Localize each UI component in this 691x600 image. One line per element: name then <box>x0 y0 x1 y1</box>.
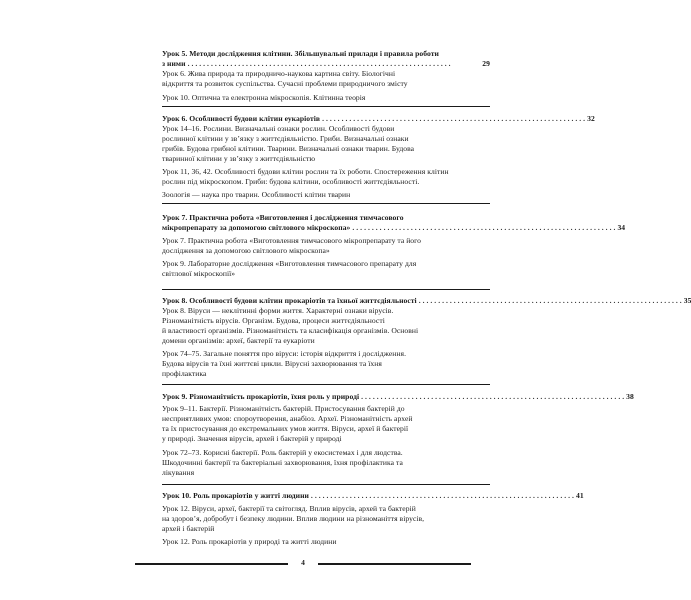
section-divider <box>162 289 490 290</box>
lesson-topic-line: Урок 6. Особливості будови клітин еукаріотів . . . . . . . . . . . . . . . . . . . . . . . . . . . . . . . . . . . . . . . . . . . . . . . . . . . . . . . . . . . . . . . . . . . . 32 <box>162 114 595 123</box>
section-divider <box>162 384 490 385</box>
curriculum-line: Урок 74–75. Загальне поняття про віруси: історія відкриття і дослідження. <box>162 349 407 358</box>
curriculum-line: Урок 72–73. Корисні бактерії. Роль бактерій у екосистемах і для людства. <box>162 448 403 457</box>
curriculum-line: Урок 12. Віруси, археї, бактерії та світогляд. Вплив вірусів, архей та бактерій <box>162 504 416 513</box>
curriculum-line: несприятливих умов: спороутворення, анабіоз. Археї. Різноманітність архей <box>162 414 413 423</box>
curriculum-line: Урок 9. Лабораторне дослідження «Виготовлення тимчасового препарату для <box>162 259 417 268</box>
curriculum-line: й властивості організмів. Різноманітність та класифікація організмів. Основні <box>162 326 419 335</box>
page-ref: 35 <box>683 296 691 305</box>
lesson-topic-line: Урок 8. Особливості будови клітин прокаріотів та їхньої життєдіяльності . . . . . . . . . . . . . . . . . . . . . . . . . . . . . . . . . . . . . . . . . . . . . . . . . . . . . . . . . . . . . . . . . . . . 35 <box>162 296 691 305</box>
curriculum-line: лікування <box>162 468 195 477</box>
curriculum-line: грибів. Будова грибної клітини. Тварини. Визначальні ознаки тварин. Будова <box>162 144 415 153</box>
lesson-topic-line: з ними . . . . . . . . . . . . . . . . . . . . . . . . . . . . . . . . . . . . . . . . . . . . . . . . . . . . . . . . . . . . . . . . . . . . 29 <box>162 59 490 68</box>
curriculum-line: дослідження за допомогою світлового мікроскопа» <box>162 246 330 255</box>
page-number: 4 <box>301 558 305 567</box>
curriculum-line: Будова вірусів та їхні життєві цикли. Вірусні захворювання та їхня <box>162 359 382 368</box>
section-divider <box>162 484 490 485</box>
curriculum-line: Урок 6. Жива природа та природничо-наукова картина світу. Біологічні <box>162 69 396 78</box>
curriculum-line: відкриття та розвиток суспільства. Сучасні проблеми природничого змісту <box>162 79 408 88</box>
curriculum-line: Урок 12. Роль прокаріотів у природі та житті людини <box>162 537 337 546</box>
section-divider <box>162 203 490 204</box>
page-ref: 34 <box>617 223 626 232</box>
page-ref: 29 <box>482 59 490 68</box>
footer-rule-right <box>318 563 471 565</box>
footer-rule-left <box>135 563 288 565</box>
curriculum-line: рослинної клітини у зв’язку з життєдіяльністю. Гриби. Визначальні ознаки <box>162 134 409 143</box>
section-divider <box>162 106 490 107</box>
lesson-topic-line: Урок 10. Роль прокаріотів у житті людини . . . . . . . . . . . . . . . . . . . . . . . . . . . . . . . . . . . . . . . . . . . . . . . . . . . . . . . . . . . . . . . . . . . . 41 <box>162 491 584 500</box>
curriculum-line: домени організмів: археї, бактерії та еукаріоти <box>162 336 315 345</box>
curriculum-line: Урок 11, 36, 42. Особливості будови клітин рослин та їх роботи. Спостереження клітин <box>162 167 449 176</box>
lesson-topic-line: Урок 5. Методи дослідження клітини. Збільшувальні прилади і правила роботи <box>162 49 439 58</box>
curriculum-line: архей і бактерій <box>162 524 215 533</box>
curriculum-line: Урок 8. Віруси — неклітинні форми життя. Характерні ознаки вірусів. <box>162 306 394 315</box>
lesson-topic-line: Урок 7. Практична робота «Виготовлення і дослідження тимчасового <box>162 213 404 222</box>
curriculum-line: Шкодочинні бактерії та бактеріальні захворювання, їхня профілактика та <box>162 458 403 467</box>
page-ref: 38 <box>626 392 634 401</box>
curriculum-line: та їх пристосування до екстремальних умов життя. Віруси, археї й бактерії <box>162 424 409 433</box>
curriculum-line: Урок 14–16. Рослини. Визначальні ознаки рослин. Особливості будови <box>162 124 395 133</box>
lesson-topic-line: Урок 9. Різноманітність прокаріотів, їхня роль у природі . . . . . . . . . . . . . . . . . . . . . . . . . . . . . . . . . . . . . . . . . . . . . . . . . . . . . . . . . . . . . . . . . . . . 38 <box>162 392 634 401</box>
lesson-topic-line: мікропрепарату за допомогою світлового мікроскопа» . . . . . . . . . . . . . . . . . . . . . . . . . . . . . . . . . . . . . . . . . . . . . . . . . . . . . . . . . . . . . . . . . . . . 34 <box>162 223 626 232</box>
curriculum-line: профілактика <box>162 369 207 378</box>
curriculum-line: Урок 7. Практична робота «Виготовлення тимчасового мікропрепарату та його <box>162 236 421 245</box>
page-ref: 41 <box>575 491 584 500</box>
curriculum-line: Урок 10. Оптична та електронна мікроскопія. Клітинна теорія <box>162 93 366 102</box>
curriculum-line: на здоров’я, добробут і безпеку людини. Вплив людини на різноманіття вірусів, <box>162 514 425 523</box>
curriculum-line: тваринної клітини у зв’язку з життєдіяльністю <box>162 154 316 163</box>
page-ref: 32 <box>587 114 595 123</box>
curriculum-line: Зоологія — наука про тварин. Особливості клітин тварин <box>162 190 351 199</box>
curriculum-line: Різноманітність вірусів. Організм. Будова, процеси життєдіяльності <box>162 316 385 325</box>
curriculum-line: у природі. Значення вірусів, архей і бактерій у природі <box>162 434 342 443</box>
curriculum-line: світлової мікроскопії» <box>162 269 236 278</box>
curriculum-line: рослин під мікроскопом. Гриби: будова клітини, особливості життєдіяльності. <box>162 177 420 186</box>
curriculum-line: Урок 9–11. Бактерії. Різноманітність бактерій. Пристосування бактерій до <box>162 404 405 413</box>
